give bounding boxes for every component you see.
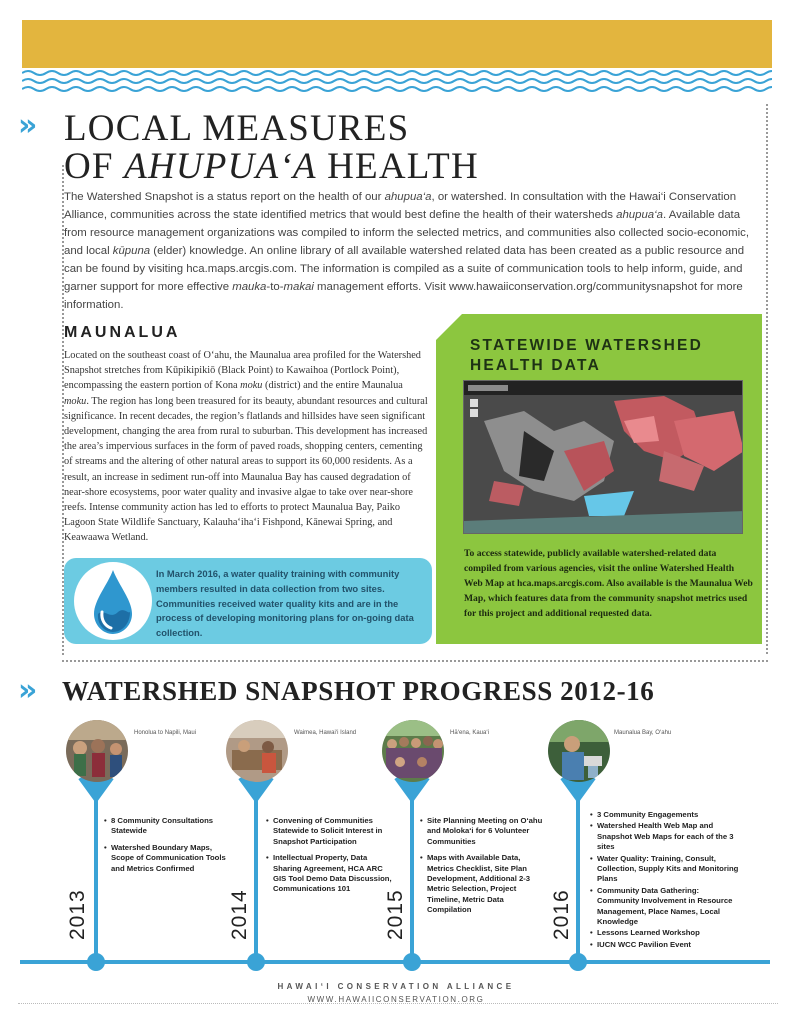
photo-caption-2014: Waimea, Hawai‘i Island (294, 730, 357, 736)
list-item: • Lessons Learned Workshop (590, 928, 740, 938)
year-2014: 2014 (228, 889, 251, 940)
watershed-web-map-screenshot (463, 380, 743, 534)
year-2016-list (590, 810, 740, 951)
title-line-1: LOCAL MEASURES (64, 108, 410, 149)
wave-decoration (22, 68, 772, 94)
list-item: • Maps with Available Data, Metrics Checklist, Site Plan Development, Additional 2-3 Metric Selection, Project Timeline, Metric Data Compilation (420, 853, 546, 915)
photo-caption-2016: Maunalua Bay, O‘ahu (614, 730, 672, 736)
year-2013-list (104, 816, 226, 880)
title-line-2-emphasis: AHUPUA‘A (124, 146, 317, 187)
year-2015-list (420, 816, 546, 922)
chevron-right-icon: » (18, 108, 31, 143)
timeline-node (569, 953, 587, 971)
timeline-node (247, 953, 265, 971)
map-image (464, 381, 743, 534)
water-quality-text: In March 2016, a water quality training with community members resulted in data collection from two sites. Communities received water quality kits and are in the process of developing monitoring plans for on-going data collection. (156, 568, 414, 639)
frame-dotted-right (766, 104, 768, 654)
list-item: • Watershed Health Web Map and Snapshot Web Maps for each of the 3 sites (590, 821, 740, 852)
header-band (22, 20, 772, 68)
section-divider (62, 660, 768, 662)
progress-timeline (0, 708, 792, 988)
intro-paragraph: The Watershed Snapshot is a status report on the health of our ahupua‘a, or watershed. In consultation with the Hawai‘i Conservation Alliance, communities across the state identified metrics that would best define the health of their watersheds ahupua‘a. Available data from resource management organizations was compiled to inform the selected metrics, and communities also collected socio-economic, and local kūpuna (elder) knowledge. An online library of all available watershed related data has been created as a public resource and can be found by visiting hca.maps.arcgis.com. The information is compiled as a suite of communication tools to help inform, guide, and garner support for more effective mauka-to-makai management efforts. Visit www.hawaiiconservation.org/communitysnapshot for more information. (64, 191, 750, 311)
title-line-2-prefix: OF (64, 146, 125, 187)
list-item: • 3 Community Engagements (590, 810, 740, 820)
maunalua-body: Located on the southeast coast of O‘ahu, the Maunalua area profiled for the Watershed Snapshot stretches from Kūpikipikiō (Black Point) to Kawaihoa (Portlock Point), encompassing the eastern portion of Kona moku (district) and the entire Maunalua moku. The region has long been treasured for its beauty, abundant resources and cultural significance. In recent decades, the region’s flatlands and hillsides have seen significant development, changing the area from rural to suburban. This development has increased the area’s impervious surfaces in the form of paved roads, shopping centers, cementing of streams and the altering of other natural areas to support its 60,000 residents. As a result, an increase in sediment run-off into Maunalua Bay has caused degradation of near-shore ecosystems, poor water quality and invasive algae to take over near-shore reefs. Intense community action has led to efforts to protect Maunalua Bay, Paiko Lagoon State Wildlife Sanctuary, Kalauha‘iha‘i Fishpond, Kānewai Spring, and Keawaawa Wetland. (64, 350, 428, 544)
year-2015: 2015 (384, 889, 407, 940)
list-item: • Water Quality: Training, Consult, Collection, Supply Kits and Monitoring Plans (590, 854, 740, 885)
list-item: • IUCN WCC Pavilion Event (590, 940, 740, 950)
page-title (64, 110, 479, 186)
photo-2016 (548, 720, 610, 782)
photo-caption-2013: Honolua to Napili, Maui (134, 730, 197, 736)
timeline-node (87, 953, 105, 971)
year-2014-list (266, 816, 392, 901)
timeline-node (403, 953, 421, 971)
title-line-2-suffix: HEALTH (316, 146, 479, 187)
statewide-title: STATEWIDE WATERSHED HEALTH DATA (470, 337, 703, 374)
statewide-text: To access statewide, publicly available watershed-related data compiled from various agencies, visit the online Watershed Health Web Map at hca.maps.arcgis.com. Also available is the Maunalua Web Map, which features data from the community snapshot metrics used for this project and additional requested data. (464, 548, 753, 619)
footer-url: WWW.HAWAIICONSERVATION.ORG (307, 995, 485, 1004)
chevron-right-icon: » (18, 673, 31, 708)
panel-corner-notch (436, 314, 462, 340)
maunalua-heading: MAUNALUA (64, 324, 181, 341)
list-item: • Convening of Communities Statewide to Solicit Interest in Snapshot Participation (266, 816, 392, 847)
list-item: • Intellectual Property, Data Sharing Agreement, HCA ARC GIS Tool Demo Data Discussion, Communications 101 (266, 853, 392, 895)
water-drop-icon (74, 562, 152, 640)
list-item: • 8 Community Consultations Statewide (104, 816, 226, 837)
footer-organization: HAWAI‘I CONSERVATION ALLIANCE (277, 982, 515, 991)
water-quality-callout (64, 558, 432, 644)
progress-title: WATERSHED SNAPSHOT PROGRESS 2012-16 (62, 676, 655, 706)
year-2013: 2013 (66, 889, 89, 940)
photo-2014 (226, 720, 288, 782)
photo-2013 (66, 720, 128, 782)
water-drop-badge (74, 562, 152, 640)
year-2016: 2016 (550, 889, 573, 940)
list-item: • Community Data Gathering: Community Involvement in Resource Management, Place Names, Local Knowledge (590, 886, 740, 928)
photo-caption-2015: Hā‘ena, Kaua‘i (450, 730, 490, 736)
photo-2015 (382, 720, 444, 782)
list-item: • Watershed Boundary Maps, Scope of Communication Tools and Metrics Confirmed (104, 843, 226, 874)
list-item: • Site Planning Meeting on O‘ahu and Moloka‘i for 6 Volunteer Communities (420, 816, 546, 847)
